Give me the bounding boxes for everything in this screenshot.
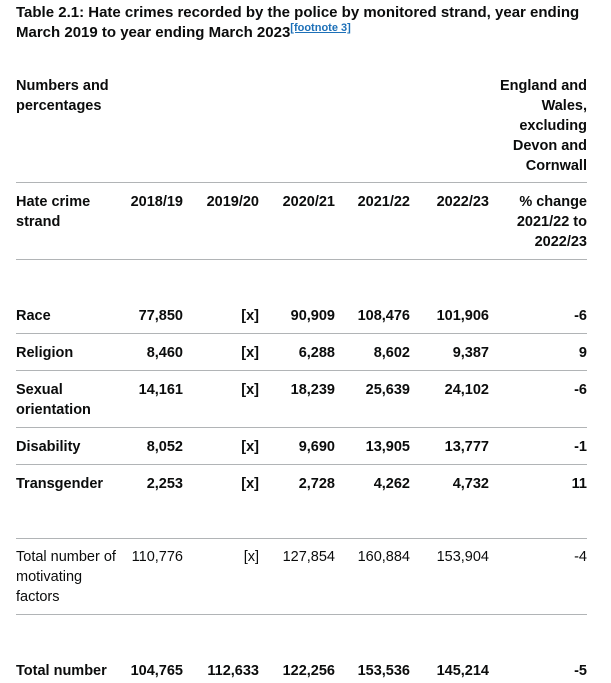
column-header-2019-20: 2019/20 [206, 194, 259, 210]
row-divider [16, 464, 587, 465]
cell-change: -6 [574, 308, 587, 324]
column-header-strand: Hate crime strand [16, 194, 91, 230]
cell-2022-23: 153,904 [436, 549, 489, 565]
row-label: Religion [16, 345, 74, 361]
row-divider [16, 427, 587, 428]
cell-2020-21: 2,728 [298, 476, 335, 492]
row-label: Race [16, 308, 51, 324]
cell-2019-20: [x] [241, 382, 259, 398]
cell-2020-21: 6,288 [298, 345, 335, 361]
cell-change: -5 [574, 663, 587, 679]
cell-2018-19: 2,253 [146, 476, 183, 492]
cell-2018-19: 104,765 [130, 663, 183, 679]
cell-change: -1 [574, 439, 587, 455]
cell-2018-19: 8,052 [146, 439, 183, 455]
cell-2019-20: [x] [241, 308, 259, 324]
header-divider [16, 182, 587, 183]
cell-2018-19: 77,850 [138, 308, 183, 324]
cell-2021-22: 108,476 [357, 308, 410, 324]
cell-2018-19: 14,161 [138, 382, 183, 398]
caption-text: Table 2.1: Hate crimes recorded by the police by monitored strand, year ending March 2019 to year ending March 2023 [16, 4, 580, 41]
cell-change: 11 [571, 476, 587, 492]
cell-2021-22: 8,602 [373, 345, 410, 361]
cell-2019-20: [x] [241, 439, 259, 455]
cell-2021-22: 25,639 [365, 382, 410, 398]
column-header-2020-21: 2020/21 [282, 194, 335, 210]
cell-2020-21: 90,909 [290, 308, 335, 324]
row-label: Total number [16, 663, 107, 679]
cell-2020-21: 127,854 [282, 549, 335, 565]
row-divider [16, 333, 587, 334]
column-header-2021-22: 2021/22 [357, 194, 410, 210]
cell-2019-20: [x] [241, 476, 259, 492]
units-header: Numbers and percentages [16, 78, 109, 114]
cell-2022-23: 9,387 [452, 345, 489, 361]
cell-2022-23: 4,732 [452, 476, 489, 492]
cell-2018-19: 8,460 [146, 345, 183, 361]
row-divider [16, 370, 587, 371]
cell-2018-19: 110,776 [131, 549, 183, 565]
footnote-link[interactable]: [footnote 3] [290, 22, 351, 34]
row-label: Transgender [16, 476, 104, 492]
cell-2022-23: 101,906 [436, 308, 489, 324]
cell-2020-21: 18,239 [290, 382, 335, 398]
cell-change: -4 [574, 549, 587, 565]
row-divider [16, 538, 587, 539]
cell-2019-20: [x] [241, 345, 259, 361]
cell-2022-23: 13,777 [444, 439, 489, 455]
cell-2021-22: 153,536 [357, 663, 410, 679]
cell-2019-20: 112,633 [207, 663, 259, 679]
row-label: Total number of motivating factors [16, 549, 116, 605]
row-label: Sexual orientation [16, 382, 91, 418]
column-header-change: % change 2021/22 to 2022/23 [516, 194, 587, 250]
geography-header: England and Wales, excluding Devon and Cornwall [500, 78, 587, 174]
cell-2019-20: [x] [243, 549, 259, 565]
cell-2022-23: 145,214 [436, 663, 489, 679]
cell-2022-23: 24,102 [444, 382, 489, 398]
column-header-2022-23: 2022/23 [436, 194, 489, 210]
cell-change: -6 [574, 382, 587, 398]
cell-change: 9 [578, 345, 587, 361]
cell-2021-22: 13,905 [365, 439, 410, 455]
row-label: Disability [16, 439, 81, 455]
cell-2020-21: 122,256 [282, 663, 335, 679]
cell-2021-22: 4,262 [373, 476, 410, 492]
table-caption [16, 3, 606, 43]
column-header-2018-19: 2018/19 [130, 194, 183, 210]
column-header-divider [16, 259, 587, 260]
row-divider [16, 614, 587, 615]
cell-2020-21: 9,690 [298, 439, 335, 455]
cell-2021-22: 160,884 [357, 549, 410, 565]
